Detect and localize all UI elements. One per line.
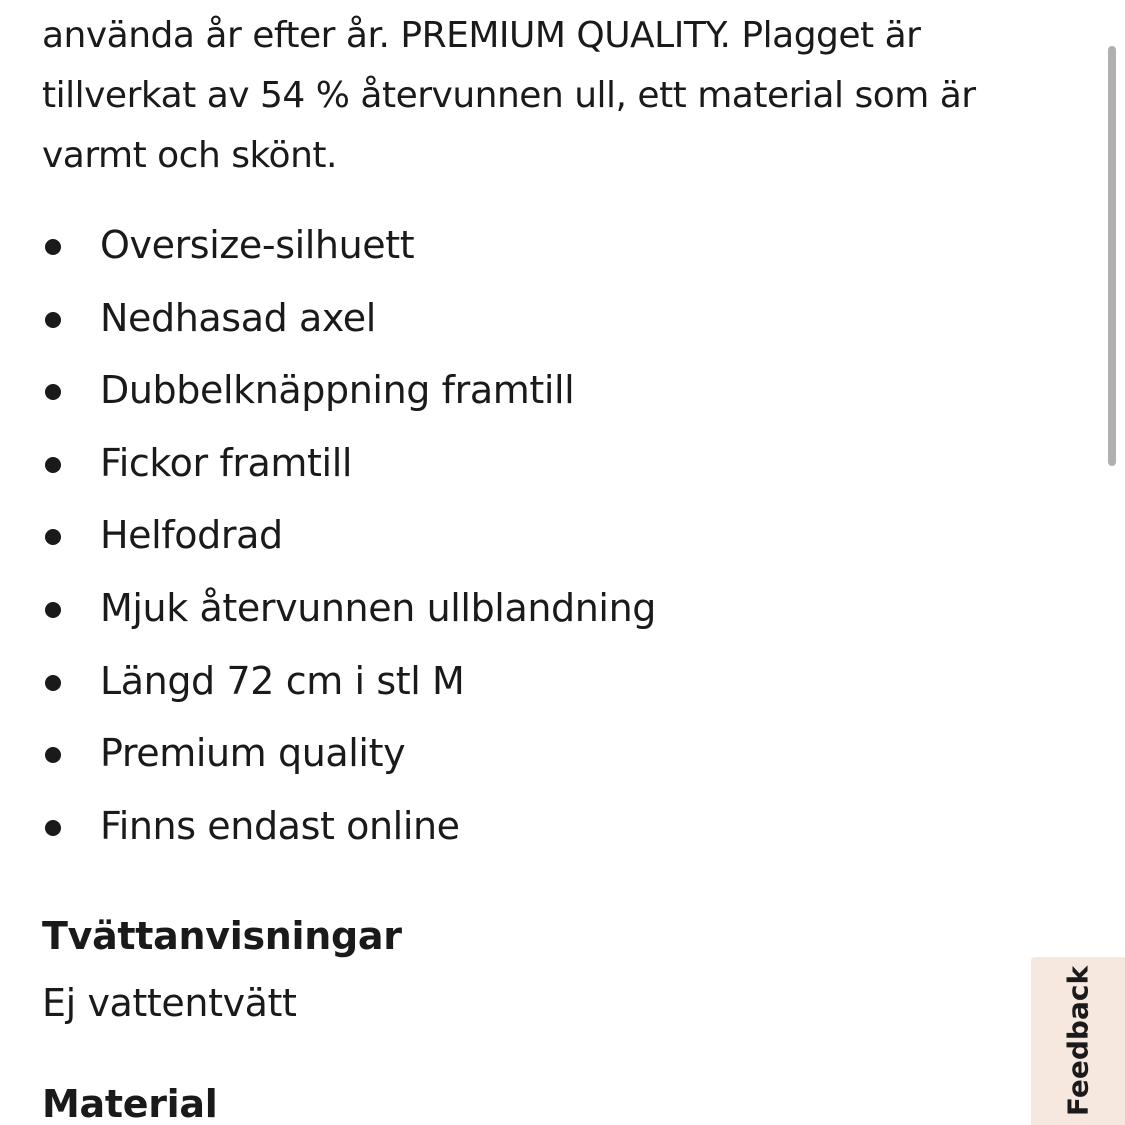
feature-item xyxy=(0,790,656,863)
bullet-icon xyxy=(45,820,61,836)
feature-item xyxy=(0,717,656,790)
bullet-icon xyxy=(45,675,61,691)
feature-text: Oversize-silhuett xyxy=(100,223,415,267)
bullet-icon xyxy=(45,529,61,545)
description-line: varmt och skönt. xyxy=(42,135,337,176)
feature-item xyxy=(0,645,656,718)
feature-item xyxy=(0,354,656,427)
feature-item xyxy=(0,572,656,645)
feature-item xyxy=(0,427,656,500)
feature-item xyxy=(0,499,656,572)
feature-item xyxy=(0,282,656,355)
bullet-icon xyxy=(45,239,61,255)
bullet-icon xyxy=(45,602,61,618)
feedback-label: Feedback xyxy=(1061,965,1095,1117)
bullet-icon xyxy=(45,312,61,328)
feature-text: Premium quality xyxy=(100,731,406,776)
feature-list xyxy=(0,209,656,862)
description-line: tillverkat av 54 % återvunnen ull, ett material som är xyxy=(42,75,976,116)
material-heading: Material xyxy=(42,1082,218,1125)
feedback-button[interactable] xyxy=(1031,957,1125,1125)
feature-text: Helfodrad xyxy=(100,513,283,558)
product-description xyxy=(42,6,1042,186)
feature-text: Dubbelknäppning framtill xyxy=(100,368,575,413)
bullet-icon xyxy=(45,384,61,400)
description-line: använda år efter år. PREMIUM QUALITY. Plagget är xyxy=(42,15,921,56)
bullet-icon xyxy=(45,747,61,763)
care-instructions-text: Ej vattentvätt xyxy=(42,981,297,1025)
scrollbar-thumb[interactable] xyxy=(1108,46,1116,466)
feature-text: Längd 72 cm i stl M xyxy=(100,658,465,703)
feature-text: Fickor framtill xyxy=(100,440,353,485)
feature-text: Finns endast online xyxy=(100,803,460,848)
feature-text: Nedhasad axel xyxy=(100,295,376,340)
bullet-icon xyxy=(45,457,61,473)
feature-item xyxy=(0,209,656,282)
care-instructions-heading: Tvättanvisningar xyxy=(42,914,402,958)
feature-text: Mjuk återvunnen ullblandning xyxy=(100,585,656,630)
